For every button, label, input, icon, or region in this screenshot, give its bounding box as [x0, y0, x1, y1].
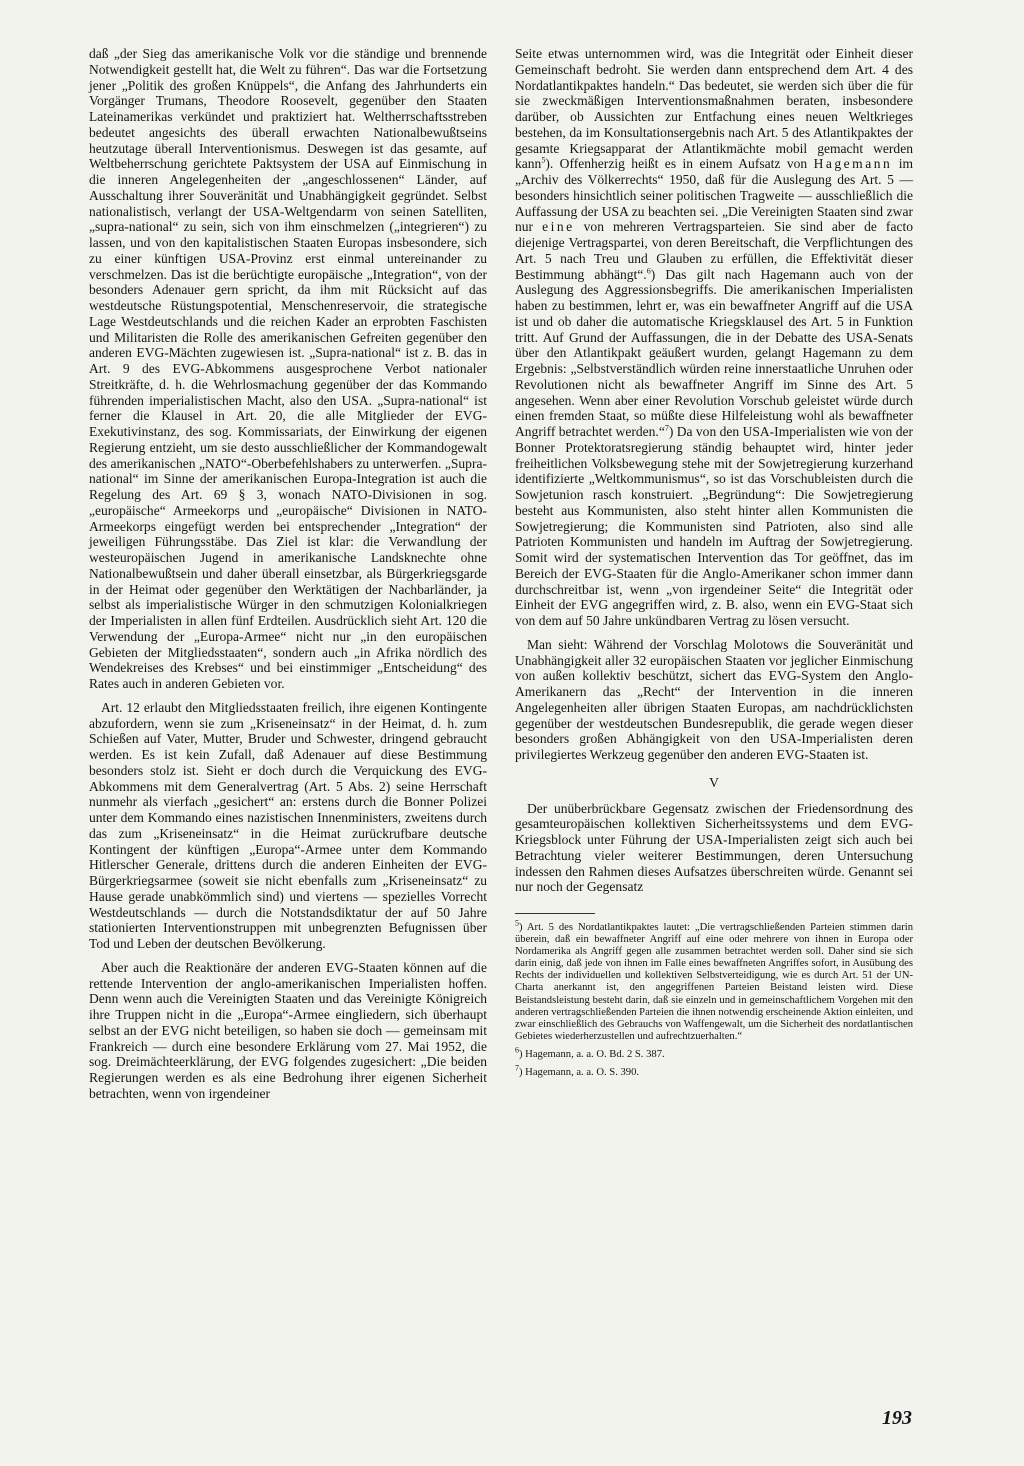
paragraph: Aber auch die Reaktionäre der anderen EVG-Staaten können auf die rettende Intervention der anglo-amerikanischen Imperialisten hoffen. Denn wenn auch die Vereinigten Staaten und das Vereinigte Königreich ihre Truppen nicht in die „Europa“-Armee eingliedern, sich überhaupt selbst an der EVG nicht beteiligen, so haben sie doch — gemeinsam mit Frankreich — durch eine besondere Erklärung vom 27. Mai 1952, die sog. Dreimächteerklärung, der EVG folgendes zugesichert: „Die beiden Regierungen werden es als eine Bedrohung ihrer eigenen Sicherheit betrachten, wenn von irgendeiner	[89, 959, 487, 1101]
footnote-text: ) Art. 5 des Nordatlantikpaktes lautet: „Die vertragschließenden Parteien stimmen darin überein, daß ein bewaffneter Angriff auf eine oder mehrere von ihnen in Europa oder Nordamerika als Angriff gegen alle zusammen betrachtet werden soll. Daher sind sie sich darin einig, daß jede von ihnen im Falle eines bewaffneten Angriffes sofort, in Ausübung des Rechts der individuellen und kollektiven Selbstverteidigung, wie es durch Art. 51 der UN-Charta anerkannt ist, den angegriffenen Parteien Beistand leisten wird. Diese Beistandsleistung besteht darin, daß sie einzeln und in gemeinschaftlichem Vorgehen mit den anderen vertragschließenden Parteien die ihnen notwendig erscheinende Aktion einleiten, und zwar einschließlich des Gebrauchs von Waffengewalt, um die Sicherheit des nordatlantischen Gebietes wiederherzustellen und aufrechtzuerhalten.“	[515, 922, 913, 1042]
page-number: 193	[882, 1407, 912, 1429]
paragraph	[515, 46, 913, 629]
footnote-ref: 5	[541, 155, 546, 165]
emphasized-word: eine	[542, 219, 575, 235]
text-run: ). Offenherzig heißt es in einem Aufsatz von	[545, 156, 808, 172]
footnote-mark: 5	[515, 918, 519, 928]
footnote-mark: 6	[515, 1045, 519, 1055]
text-run: ) Da von den USA-Imperialisten wie von der Bonner Protektoratsregierung ständig behauptet wird, hinter jeder freiheitlichen Volksbewegung stehe mit der Sowjetregierung kurzerhand identifizierte „Weltkommunismus“, so ist das Vorschubleisten durch die Sowjetunion rasch konstruiert. „Begründung“: Die Sowjetregierung besteht aus Kommunisten, also steht hinter allen Kommunisten die Sowjetregierung; die Kommunisten sind Patrioten, also sind alle Patrioten Kommunisten und handeln im Auftrag der Sowjetregierung. Somit wird der systematischen Intervention das Tor geöffnet, das im Bereich der EVG-Staaten für die Anglo-Amerikaner schon immer dann durchschreitbar ist, wenn „von irgendeiner Seite“ die Integrität oder Einheit der EVG angegriffen wird, z. B. also, wenn ein EVG-Staat sich von dem auf 50 Jahre unkündbaren Vertrag zu lösen versucht.	[515, 424, 913, 628]
footnote	[515, 1063, 913, 1079]
paragraph: daß „der Sieg das amerikanische Volk vor die ständige und brennende Notwendigkeit gestellt hat, die Welt zu führen“. Das war die Fortsetzung jener „Politik des großen Knüppels“, die Anfang des Jahrhunderts ein Vorgänger Trumans, Theodore Roosevelt, gegenüber den Staaten Lateinamerikas verkündet und praktiziert hat. Weltherrschaftsstreben bedeutet angesichts des überall erwachten Nationalbewußtseins heutzutage überall Interventionismus. Deswegen ist das gesamte, auf Weltbeherrschung gerichtete Paktsystem der USA auf Einmischung in die inneren Angelegenheiten der „angeschlossenen“ Länder, auf Ausschaltung ihrer Souveränität und Unabhängigkeit gegründet. Selbst nationalistisch, verlangt der USA-Weltgendarm von seinen Satelliten, „supra-national“ zu sein, sich von ihm einschmelzen („integrieren“) zu lassen, und von den kapitalistischen Staaten Europas insbesondere, sich zu einer künftigen USA-Provinz erst einmal untereinander zu verschmelzen. Das ist die berüchtigte europäische „Integration“, von der besonders Adenauer gern spricht, da ihm mit Rücksicht auf das westdeutsche Rüstungspotential, Menschenreservoir, die strategische Lage Westdeutschlands und die reichen Kader an erprobten Faschisten und Militaristen die Rolle des amerikanischen Gefreiten gegenüber den anderen EVG-Mächten zugewiesen ist. „Supra-national“ ist z. B. das in Art. 9 des EVG-Abkommens ausgesprochene Verbot nationaler Streitkräfte, d. h. die Wehrlosmachung gegenüber der das Kommando führenden imperialistischen Macht, also den USA. „Supra-national“ ist ferner die Klausel in Art. 20, die alle Mitglieder der EVG-Exekutivinstanz, des sog. Kommissariats, der Einwirkung der eigenen Regierung entzieht, um sie desto ausschließlicher der Kommandogewalt des amerikanischen „NATO“-Oberbefehlshabers zu unterwerfen. „Supra-national“ im Sinne der amerikanischen Europa-Integration ist auch die Regelung des Art. 69 § 3, wonach NATO-Divisionen in sog. „europäische“ Armeekorps und „europäische“ Divisionen in NATO-Armeekorps eingefügt werden bei entsprechender „Integration“ der jeweiligen Führungsstäbe. Das Ziel ist klar: die Verwandlung der westeuropäischen Jugend in amerikanische Landsknechte ohne Nationalbewußtsein und daher überall einsetzbar, als Bürgerkriegsgarde in der Heimat oder gegenüber den Werktätigen der Nachbarländer, ja selbst als imperialistische Würger in den schmutzigen Kolonialkriegen der Imperialisten in allen fünf Erdteilen. Ausdrücklich sieht Art. 120 die Verwendung der „Europa-Armee“ nicht nur „in den europäischen Gebieten der Mitgliedsstaaten“, sondern auch „in Afrika nördlich des Wendekreises des Krebses“ und bei einstimmiger „Entscheidung“ des Rates auch in anderen Gebieten vor.	[89, 46, 487, 691]
footnote-text: ) Hagemann, a. a. O. S. 390.	[519, 1067, 640, 1079]
text-run: im „Archiv des Völkerrechts“ 1950, daß für die Auslegung des Art. 5 — besonders hinsichtlich seiner politischen Tragweite — ausschließlich die Auffassung der USA zu beachten sei. „Die Vereinigten Staaten sind zwar nur	[515, 156, 914, 235]
author-name: Hagemann	[813, 156, 893, 172]
footnote-divider	[515, 913, 595, 914]
paragraph: Man sieht: Während der Vorschlag Molotows die Souveränität und Unabhängigkeit aller 32 europäischen Staaten vor jeglicher Einmischung von außen kollektiv beschützt, sichert das EVG-System den Anglo-Amerikanern das „Recht“ der Intervention in die inneren Angelegenheiten aller übrigen Staaten Europas, am nachdrücklichsten gegenüber der westdeutschen Bundesrepublik, die gerade wegen dieser besonders großen Abhängigkeit von den USA-Imperialisten deren privilegiertes Werkzeug gegenüber den anderen EVG-Staaten ist.	[515, 636, 913, 762]
footnote	[515, 918, 913, 1043]
text-run: von mehreren Vertragsparteien. Sie sind aber de facto diejenige Vertragspartei, von deren Bereitschaft, die Verpflichtungen des Art. 5 nach Treu und Glauben zu erfüllen, die Effektivität dieser Bestimmung abhängt“.	[515, 219, 914, 282]
section-heading: V	[709, 774, 719, 790]
footnote-ref: 7	[664, 423, 669, 433]
footnote	[515, 1045, 913, 1061]
footnote-mark: 7	[515, 1063, 519, 1073]
footnote-text: ) Hagemann, a. a. O. Bd. 2 S. 387.	[519, 1048, 665, 1060]
right-column	[515, 46, 913, 1085]
footnote-ref: 6	[646, 265, 651, 275]
paragraph: Der unüberbrückbare Gegensatz zwischen der Friedensordnung des gesamteuropäischen kollektiven Sicherheitssystems und dem EVG-Kriegsblock unter Führung der USA-Imperialisten zeigt sich auch bei Betrachtung vieler weiterer Bestimmungen, deren Untersuchung indessen den Rahmen dieses Aufsatzes überschreiten würde. Genannt sei nur noch der Gegensatz	[515, 800, 913, 895]
paragraph: Art. 12 erlaubt den Mitgliedsstaaten freilich, ihre eigenen Kontingente abzufordern, wenn sie zum „Kriseneinsatz“ in der Heimat, d. h. zum Schießen auf Vater, Mutter, Bruder und Schwester, dringend gebraucht werden. Es ist kein Zufall, daß Adenauer auf diese Bestimmung besonders stolz ist. Sieht er doch durch die Verquickung des EVG-Abkommens mit dem Generalvertrag (Art. 5 Abs. 2) seine Herrschaft nunmehr als vierfach „gesichert“ an: erstens durch die Bonner Polizei unter dem Kommando eines nazistischen Innenministers, zweitens durch das zum „Kriseneinsatz“ in die Heimat zurückrufbare deutsche Kontingent der künftigen „Europa“-Armee unter dem Kommando Hitlerscher Generale, drittens durch die anderen Einheiten der EVG-Bürgerkriegsarmee (soweit sie nicht ebenfalls zum „Kriseneinsatz“ zu Hause gerade unabkömmlich sind) und viertens — spezielles Vorrecht Westdeutschlands — durch die Notstandsdiktatur der auf 50 Jahre stationierten Interventionstruppen mit unbegrenzten Befugnissen über Tod und Leben der deutschen Bevölkerung.	[89, 699, 487, 951]
text-run: Seite etwas unternommen wird, was die Integrität oder Einheit dieser Gemeinschaft bedroht. Sie werden dann entsprechend dem Art. 4 des Nordatlantikpaktes handeln.“ Das bedeutet, sie werden sich über die für sie zweckmäßigen Interventionsmaßnahmen beraten, insbesondere darüber, ob Aussichten zur Entfachung eines neuen Weltkrieges bestehen, da im Konsultationsergebnis nach Art. 5 des Atlantikpaktes der gesamte Kriegsapparat der Atlantikmächte mobil gemacht werden kann	[515, 46, 913, 172]
text-run: ) Das gilt nach Hagemann auch von der Auslegung des Aggressionsbegriffs. Die amerikanischen Imperialisten haben zu bestimmen, lehrt er, was ein bewaffneter Angriff auf die USA ist und ob daher die automatische Kriegsklausel des Art. 5 in Funktion tritt. Auf Grund der Auffassungen, die in der Debatte des USA-Senats über den Atlantikpakt geäußert wurden, gelangt Hagemann zu dem Ergebnis: „Selbstverständlich würden reine innerstaatliche Unruhen oder Revolutionen nicht als bewaffneter Angriff im Sinne des Art. 5 angesehen. Wenn aber einer Revolution Vorschub geleistet würde durch einen fremden Staat, so müßte diese Hilfeleistung wohl als bewaffneter Angriff betrachtet werden.“	[515, 266, 913, 439]
left-column	[89, 46, 487, 1110]
